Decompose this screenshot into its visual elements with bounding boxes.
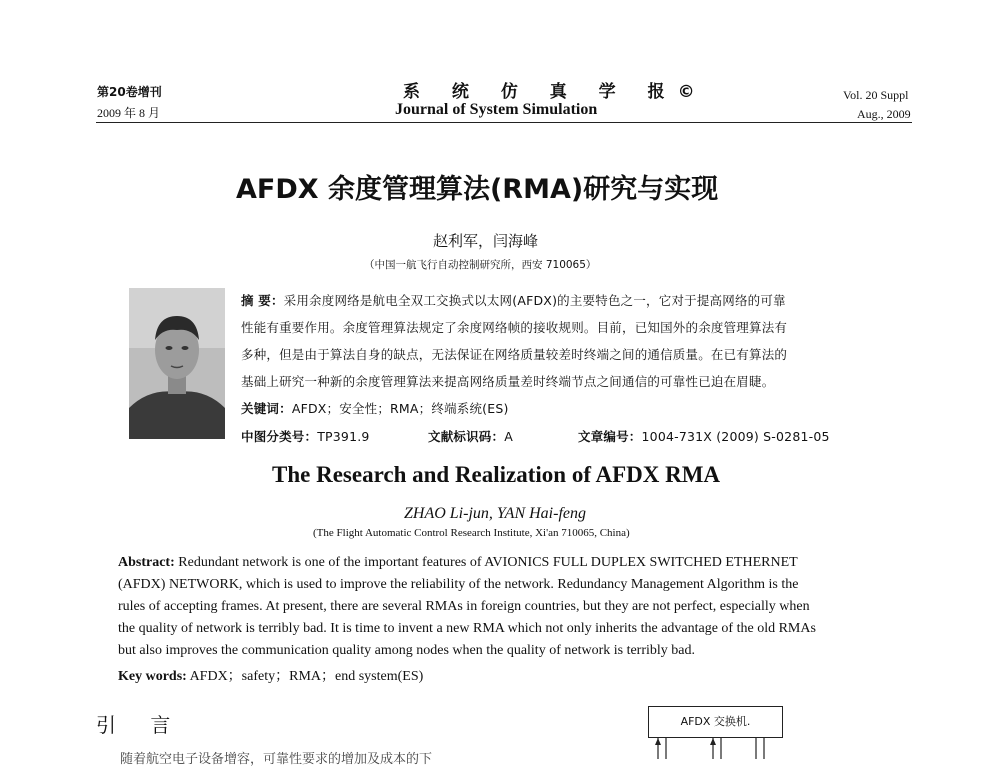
header-rule [96, 122, 912, 123]
keywords-en-label: Key words: [118, 669, 187, 684]
doc-code-value: A [504, 429, 513, 444]
article-number [578, 427, 830, 445]
figure-connector-lines [648, 738, 788, 759]
keywords-cn-text: AFDX；安全性；RMA；终端系统(ES) [291, 401, 509, 416]
abstract-cn-line-2: 性能有重要作用。余度管理算法规定了余度网络帧的接收规则。目前，已知国外的余度管理算法有 [241, 320, 788, 335]
abstract-en-line-2: (AFDX) NETWORK, which is used to improve the reliability of the network. Redundancy Management Algorithm is the [118, 577, 799, 592]
section-heading-intro: 引 言 [96, 713, 185, 737]
doc-code [428, 427, 513, 445]
article-number-value: 1004-731X (2009) S-0281-05 [641, 429, 830, 444]
issue-date-cn: 2009 年 8 月 [97, 106, 161, 120]
keywords-cn [241, 399, 509, 417]
figure-switch-box [648, 706, 783, 738]
abstract-cn-line-1: 摘 要：采用余度网络是航电全双工交换式以太网(AFDX)的主要特色之一，它对于提高网络的可靠 [241, 293, 786, 308]
figure-switch-label: AFDX 交换机. [680, 715, 751, 728]
clc-value: TP391.9 [317, 429, 370, 444]
issue-date-en: Aug., 2009 [857, 107, 911, 121]
abstract-en-line-3: rules of accepting frames. At present, there are several RMAs in foreign countries, but they are not perfect, especially when [118, 599, 810, 614]
keywords-cn-label: 关键词： [241, 401, 292, 416]
abstract-en-line-1: Abstract: Redundant network is one of the important features of AVIONICS FULL DUPLEX SWITCHED ETHERNET [118, 555, 798, 570]
abstract-en-label: Abstract: [118, 555, 175, 570]
journal-title-cn: 系 统 仿 真 学 报© [403, 82, 708, 102]
keywords-en [118, 665, 423, 685]
keywords-en-text: AFDX；safety；RMA；end system(ES) [189, 669, 424, 684]
paper-title-cn: AFDX 余度管理算法(RMA)研究与实现 [236, 174, 719, 205]
author-portrait-image [129, 288, 225, 439]
classification-row [241, 427, 370, 445]
abstract-cn-label: 摘 要： [241, 293, 284, 308]
abstract-en-line-4: the quality of network is terribly bad. It is time to invent a new RMA which not only inherits the advantage of the old RMAs [118, 621, 816, 636]
authors-cn: 赵利军，闫海峰 [433, 232, 539, 250]
abstract-en-line-5: but also improves the communication quality among nodes when the quality of network is terribly bad. [118, 643, 695, 658]
abstract-cn-line-3: 多种，但是由于算法自身的缺点，无法保证在网络质量较差时终端之间的通信质量。在已有算法的 [241, 347, 788, 362]
paper-title-en: The Research and Realization of AFDX RMA [272, 462, 721, 487]
author-photo [129, 288, 225, 439]
body-text-start: 随着航空电子设备增容，可靠性要求的增加及成本的下 [120, 752, 433, 767]
doc-code-label: 文献标识码： [428, 429, 505, 444]
affiliation-cn: （中国一航飞行自动控制研究所，西安 710065） [364, 259, 597, 271]
article-number-label: 文章编号： [578, 429, 642, 444]
abstract-cn-line-4: 基础上研究一种新的余度管理算法来提高网络质量差时终端节点之间通信的可靠性已迫在眉睫。 [241, 374, 775, 389]
authors-en: ZHAO Li-jun, YAN Hai-feng [404, 505, 586, 522]
volume-en: Vol. 20 Suppl [843, 88, 909, 102]
journal-title-en: Journal of System Simulation [395, 101, 598, 118]
volume-label: 第20卷增刊 [97, 85, 162, 99]
affiliation-en: (The Flight Automatic Control Research Institute, Xi'an 710065, China) [313, 527, 630, 539]
clc-label: 中图分类号： [241, 429, 318, 444]
